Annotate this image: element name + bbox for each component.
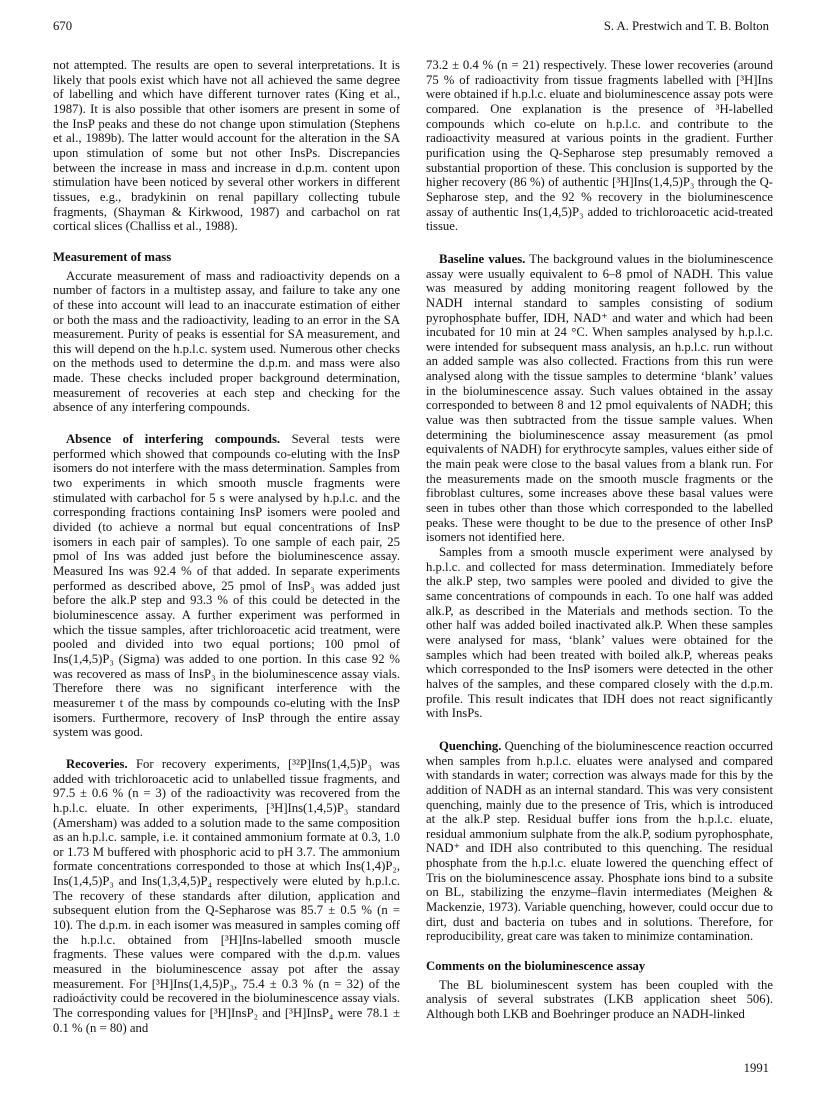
paragraph-samples: Samples from a smooth muscle experiment were analysed by h.p.l.c. and collected for mass determination. Immediately before the alk.P step, two samples were pooled and divided to give the same concentrations of compounds in each. To one half was added alk.P, as described in the Materials and methods section. To the other half was added boiled inactivated alk.P. When these samples were analysed for mass, ‘blank’ values were obtained for the samples which had been treated with boiled alk.P, whereas peaks which corresponded to the InsP isomers were detected in the other halves of the samples, and these compared closely with the d.p.m. profile. This result indicates that IDH does not react significantly with InsPs. bbox=[426, 545, 773, 721]
recoveries-text: For recovery experiments, [³²P]Ins(1,4,5)P₃ was added with trichloroacetic acid to unlabelled tissue fragments, and 97.5 ± 0.6 % (n = 3) of the radioactivity was recovered from the h.p.l.c. eluate. In other experiments, [³H]Ins(1,4,5)P₃ standard (Amersham) was added to a solution made to the same composition as an h.p.l.c. sample, i.e. it contained ammonium formate at 0.3, 1.0 or 1.73 M buffered with phosphoric acid to pH 3.7. The ammonium formate concentrations corresponded to those at which Ins(1,4)P₂, Ins(1,4,5)P₃ and Ins(1,3,4,5)P₄ respectively were eluted by h.p.l.c. The recovery of these standards after dilution, application and subsequent elution from the Q-Sepharose was 85.7 ± 0.5 % (n = 10). The d.p.m. in each isomer was measured in samples coming off the h.p.l.c. obtained from [³H]Ins-labelled smooth muscle fragments. These values were compared with the d.p.m. values measured in the bioluminescence assay pot after the assay measurement. For [³H]Ins(1,4,5)P₃, 75.4 ± 0.3 % (n = 32) of the radioáctivity could be recovered in the bioluminescence assay vials. The corresponding values for [³H]InsP₂ and [³H]InsP₄ were 78.1 ± 0.1 % (n = 80) and bbox=[53, 756, 400, 1035]
paragraph-recoveries-continued: 73.2 ± 0.4 % (n = 21) respectively. These lower recoveries (around 75 % of radioactivity from tissue fragments labelled with [³H]Ins were obtained if h.p.l.c. eluate and bioluminescence assay pots were compared. One explanation is the presence of ³H-labelled compounds which co-elute on h.p.l.c. and contribute to the radioactivity measured at various points in the gradient. Further purification using the Q-Sepharose step presumably removed a substantial proportion of these. This conclusion is supported by the higher recovery (86 %) of authentic [³H]Ins(1,4,5)P₃ through the Q-Sepharose step, and the 92 % recovery in the bioluminescence assay of authentic Ins(1,4,5)P₃ added to trichloroacetic acid-treated tissue. bbox=[426, 58, 773, 234]
left-column bbox=[53, 58, 400, 1035]
running-head-authors: S. A. Prestwich and T. B. Bolton bbox=[603, 19, 769, 33]
page-number: 670 bbox=[53, 19, 73, 33]
runin-heading-recoveries: Recoveries. bbox=[66, 756, 128, 771]
paragraph-quenching bbox=[426, 739, 773, 944]
paragraph-baseline-values bbox=[426, 252, 773, 545]
section-heading-comments: Comments on the bioluminescence assay bbox=[426, 959, 646, 974]
runin-heading-quenching: Quenching. bbox=[439, 738, 502, 753]
quenching-text: Quenching of the bioluminescence reaction occurred when samples from h.p.l.c. eluates were analysed and compared with standards in water; correction was always made for this by the addition of NADH as an internal standard. This was very consistent quenching, mainly due to the presence of Tris, which is introduced at the alk.P step. Residual buffer ions from the h.p.l.c. eluate, residual ammonium sulphate from the alk.P, sodium pyrophosphate, NAD⁺ and IDH also contributed to this quenching. The residual phosphate from the h.p.l.c. eluate lowered the quenching effect of Tris on the bioluminescence assay. Phosphate ions bind to a subsite on BL, stabilizing the enzyme–flavin intermediates (Meighen & Mackenzie, 1973). Variable quenching, however, could occur due to dirt, dust and bacteria on tubes and in solutions. Therefore, for reproducibility, great care was taken to minimize contamination. bbox=[426, 738, 773, 944]
paragraph-mass: Accurate measurement of mass and radioactivity depends on a number of factors in a multistep assay, and failure to take any one of these into account will lead to an inaccurate estimation of either or both the mass and the radioactivity, leading to an error in the SA measurement. Purity of peaks is essential for SA measurement, and this will depend on the h.p.l.c. system used. Numerous other checks on the methods used to determine the d.p.m. and mass were also made. These checks included proper background determination, measurement of recoveries at each step and checking for the absence of any interfering compounds. bbox=[53, 268, 400, 415]
right-column bbox=[426, 58, 773, 1022]
absence-text: Several tests were performed which showed that compounds co-eluting with the InsP isomers do not interfere with the mass determination. Samples from two experiments in which smooth muscle fragments were stimulated with carbachol for 5 s were analysed by h.p.l.c. and the corresponding fractions containing InsP isomers were pooled and divided (to achieve a normal but equal concentrations of InsP isomers in each pair of samples). To one sample of each pair, 25 pmol of Ins was added just before the bioluminescence assay. Measured Ins was 92.4 % of that added. In separate experiments performed as described above, 25 pmol of InsP₃ was added just before the alk.P step and 93.3 % of this could be detected in the bioluminescence assay. A further experiment was performed in which the tissue samples, after trichloroacetic acid treatment, were pooled and divided into two equal portions; 100 pmol of Ins(1,4,5)P₃ (Sigma) was added to one portion. In this case 92 % was recovered as mass of InsP₃ in the bioluminescence assay vials. Therefore there was no significant interference with the measuremer t of the mass by compounds co-eluting with the InsP isomers. Furthermore, recovery of InsP through the entire assay system was good. bbox=[53, 432, 400, 740]
paragraph-absence-of-interfering-compounds bbox=[53, 432, 400, 740]
section-heading-measurement-of-mass: Measurement of mass bbox=[53, 249, 172, 264]
runin-heading-baseline: Baseline values. bbox=[439, 251, 526, 266]
paragraph-interpretations: not attempted. The results are open to several interpretations. It is likely that pools exist which have not all achieved the same degree of labelling and which have different turnover rates (King et al., 1987). It is also possible that other isomers are present in some of the InsP peaks and these do not change upon stimulation (Stephens et al., 1989b). The latter would account for the alteration in the SA upon stimulation of some but not other InsPs. Discrepancies between the increase in mass and increase in d.p.m. content upon stimulation have been noticed by several other workers in different tissues, e.g., bradykinin on renal papillary collecting tubule fragments, (Shayman & Kirkwood, 1987) and carbachol on rat cortical slices (Challiss et al., 1988). bbox=[53, 58, 400, 234]
runin-heading-absence: Absence of interfering compounds. bbox=[66, 432, 281, 447]
paragraph-recoveries bbox=[53, 757, 400, 1035]
paragraph-comments: The BL bioluminescent system has been coupled with the analysis of several substrates (LKB application sheet 506). Although both LKB and Boehringer produce an NADH-linked bbox=[426, 977, 773, 1022]
footer-page-number: 1991 bbox=[743, 1061, 769, 1075]
baseline-text: The background values in the bioluminescence assay were usually equivalent to 6–8 pmol of NADH. This value was measured by adding monitoring reagent followed by the NADH internal standard to samples consisting of sodium pyrophosphate buffer, IDH, NAD⁺ and water and which had been incubated for 10 min at 24 °C. When samples analysed by h.p.l.c. were intended for subsequent mass analysis, an h.p.l.c. run without an added sample was also collected. Fractions from this run were analysed along with the tissue samples to determine ‘blank’ values in the bioluminescence assay. Such values obtained in the assay corresponded to between 8 and 12 pmol equivalents of NADH; this value was then subtracted from the tissue sample values. When determining the bioluminescence assay measurement (as pmol equivalents of NADH) for erythrocyte samples, values either side of the main peak were close to the basal values from a blank run. For the measurements made on the smooth muscle fragments or the fibroblast cultures, some increases above these basal values were seen in tubes other than those which corresponded to the labelled peaks. These were thought to be due to the presence of other InsP isomers not identified here. bbox=[426, 251, 773, 545]
